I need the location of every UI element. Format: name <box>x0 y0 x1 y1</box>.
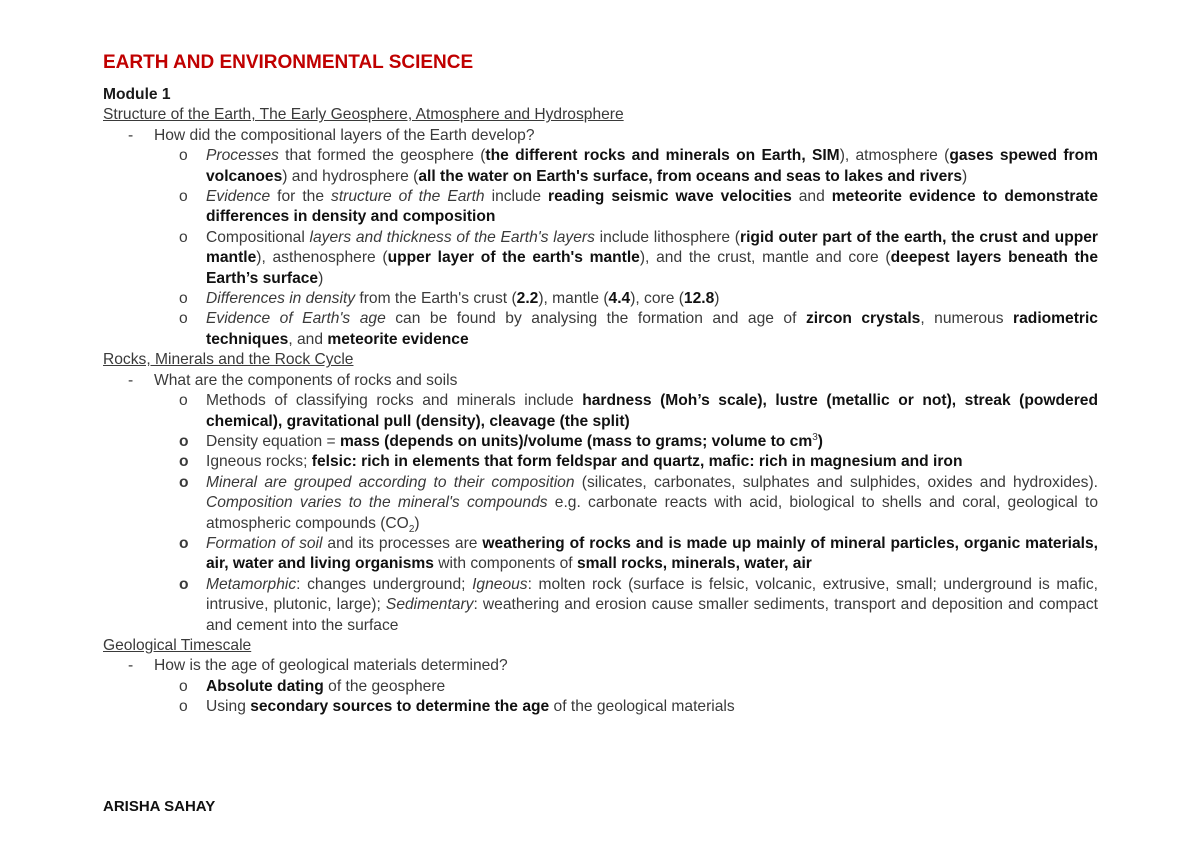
bullet-text: Formation of soil <box>206 534 323 552</box>
section-heading-structure: Structure of the Earth, The Early Geosphere, Atmosphere and Hydrosphere <box>103 106 624 124</box>
bullet-item <box>103 677 1098 697</box>
bullet-text: mass (depends on units)/volume (mass to grams; volume to cm <box>339 432 813 450</box>
bullet-marker: o <box>179 310 188 328</box>
bullet-item <box>103 452 1098 472</box>
bullet-text: : weathering and erosion cause smaller sediments, transport and deposition and compact and cement into the surface <box>206 596 1098 634</box>
bullet-text: , and <box>288 330 328 348</box>
bullet-text: Compositional <box>206 228 310 246</box>
bullet-item <box>103 534 1098 575</box>
bullet-item <box>103 473 1098 534</box>
bullet-text: 12.8 <box>683 290 715 308</box>
bullet-item <box>103 228 1098 289</box>
bullet-marker: o <box>179 147 188 165</box>
bullet-text: ), core ( <box>630 290 684 308</box>
bullet-text: Evidence <box>206 188 271 206</box>
bullet-text: gases spewed from volcanoes <box>206 147 1098 185</box>
bullet-text: ), and the crust, mantle and core ( <box>639 249 891 267</box>
bullet-text: include lithosphere ( <box>594 228 741 246</box>
bullet-text: Metamorphic <box>206 575 297 593</box>
bullet-text: radiometric techniques <box>206 310 1098 348</box>
bullet-text: Evidence of Earth's age <box>206 310 386 328</box>
bullet-text: secondary sources to determine the age <box>250 698 550 716</box>
bullet-text: rigid outer part of the earth, the crust and upper mantle <box>206 228 1098 267</box>
bullet-item <box>103 146 1098 187</box>
bullet-text: ) and hydrosphere ( <box>282 167 419 185</box>
bullet-item <box>103 289 1098 309</box>
bullet-text: upper layer of the earth's mantle <box>387 249 640 267</box>
bullet-text: of the geological materials <box>549 698 735 716</box>
bullet-text: felsic: rich in elements that form feldspar and quartz, mafic: rich in magnesium and iron <box>311 453 963 471</box>
footer-author: ARISHA SAHAY <box>103 798 216 815</box>
bullet-text: include <box>484 188 549 206</box>
dash-marker: - <box>128 126 134 144</box>
bullet-text: ) <box>714 290 720 308</box>
document-body <box>103 85 1098 718</box>
bullet-item <box>103 697 1098 717</box>
module-heading: Module 1 <box>103 86 171 103</box>
bullet-text: ), mantle ( <box>538 290 609 308</box>
bullet-marker: o <box>179 575 189 593</box>
bullet-text: Absolute dating <box>206 677 324 695</box>
bullet-text: ), atmosphere ( <box>839 147 950 165</box>
bullet-text: ) <box>318 269 324 287</box>
bullet-text: and <box>791 188 832 206</box>
bullet-text: of the geosphere <box>323 677 446 695</box>
bullet-text: ) <box>962 167 968 185</box>
bullet-text: Mineral are grouped according to their composition <box>206 473 575 491</box>
dash-marker: - <box>128 657 134 675</box>
bullet-text: deepest layers beneath the Earth’s surface <box>206 249 1098 287</box>
bullet-text: 4.4 <box>608 290 631 308</box>
bullet-text: Composition varies to the mineral's compounds <box>206 494 548 512</box>
bullet-text: meteorite evidence <box>327 330 469 348</box>
question-text: What are the components of rocks and soils <box>154 371 458 389</box>
bullet-marker: o <box>179 698 188 716</box>
question-item <box>103 371 1098 391</box>
bullet-marker: o <box>179 432 189 450</box>
question-text: How is the age of geological materials determined? <box>154 657 508 675</box>
bullet-text: Processes <box>206 147 279 165</box>
bullet-text: reading seismic wave velocities <box>548 188 792 206</box>
bullet-text: Using <box>206 698 251 716</box>
bullet-text: zircon crystals <box>805 310 921 328</box>
bullet-text: layers and thickness of the Earth's layers <box>309 228 595 246</box>
bullet-text: for the <box>270 188 332 206</box>
question-item <box>103 126 1098 146</box>
bullet-marker: o <box>179 453 189 471</box>
question-item <box>103 656 1098 676</box>
bullet-text: Differences in density <box>206 290 356 308</box>
bullet-item <box>103 187 1098 228</box>
bullet-text: Igneous <box>472 575 528 593</box>
subscript-text: 2 <box>408 523 415 535</box>
bullet-item <box>103 575 1098 636</box>
bullet-text: can be found by analysing the formation and age of <box>385 310 806 328</box>
dash-marker: - <box>128 371 134 389</box>
question-text: How did the compositional layers of the Earth develop? <box>154 126 535 144</box>
bullet-text: that formed the geosphere ( <box>278 147 486 165</box>
bullet-text: 2.2 <box>516 290 539 308</box>
bullet-text: the different rocks and minerals on Earth, SIM <box>485 147 840 165</box>
document-title: EARTH AND ENVIRONMENTAL SCIENCE <box>103 52 474 73</box>
bullet-text: hardness (Moh’s scale), lustre (metallic or not), streak (powdered chemical), gravitational pull (density), cleavage (the split) <box>206 392 1099 430</box>
bullet-marker: o <box>179 677 188 695</box>
bullet-item <box>103 432 1098 452</box>
bullet-text: : molten rock (surface is felsic, volcanic, extrusive, small; underground is mafic, intrusive, plutonic, large); <box>206 575 1098 614</box>
bullet-text: with components of <box>433 555 577 573</box>
bullet-text: all the water on Earth's surface, from oceans and seas to lakes and rivers <box>418 167 963 185</box>
section-heading-rocks: Rocks, Minerals and the Rock Cycle <box>103 351 354 369</box>
bullet-text: Density equation = <box>206 432 340 450</box>
bullet-marker: o <box>179 188 188 206</box>
bullet-text: structure of the Earth <box>331 188 485 206</box>
bullet-text: Methods of classifying rocks and minerals include <box>206 392 583 410</box>
bullet-marker: o <box>179 473 189 491</box>
bullet-marker: o <box>179 228 188 246</box>
bullet-text: and its processes are <box>322 534 483 552</box>
superscript-text: 3 <box>812 431 818 443</box>
bullet-item <box>103 391 1098 432</box>
bullet-text: weathering of rocks and is made up mainly of mineral particles, organic materials, air, water and living organisms <box>206 534 1098 573</box>
bullet-marker: o <box>179 534 189 552</box>
bullet-text: ) <box>817 432 823 450</box>
bullet-text: ), asthenosphere ( <box>256 249 388 267</box>
bullet-marker: o <box>179 392 188 410</box>
bullet-item <box>103 309 1098 350</box>
bullet-text: , numerous <box>920 310 1014 328</box>
bullet-text: from the Earth's crust ( <box>355 290 517 308</box>
bullet-text: (silicates, carbonates, sulphates and sulphides, oxides and hydroxides). <box>574 473 1098 491</box>
bullet-marker: o <box>179 290 188 308</box>
bullet-text: small rocks, minerals, water, air <box>576 555 812 573</box>
bullet-text: : changes underground; <box>296 575 473 593</box>
bullet-text: meteorite evidence to demonstrate differences in density and composition <box>206 188 1098 226</box>
bullet-text: Igneous rocks; <box>206 453 312 471</box>
section-heading-timescale: Geological Timescale <box>103 636 252 654</box>
bullet-text: e.g. carbonate reacts with acid, biological to shells and coral, geological to atmospheric compounds (CO <box>206 494 1098 532</box>
bullet-text: ) <box>414 514 420 532</box>
bullet-text: Sedimentary <box>385 596 474 614</box>
